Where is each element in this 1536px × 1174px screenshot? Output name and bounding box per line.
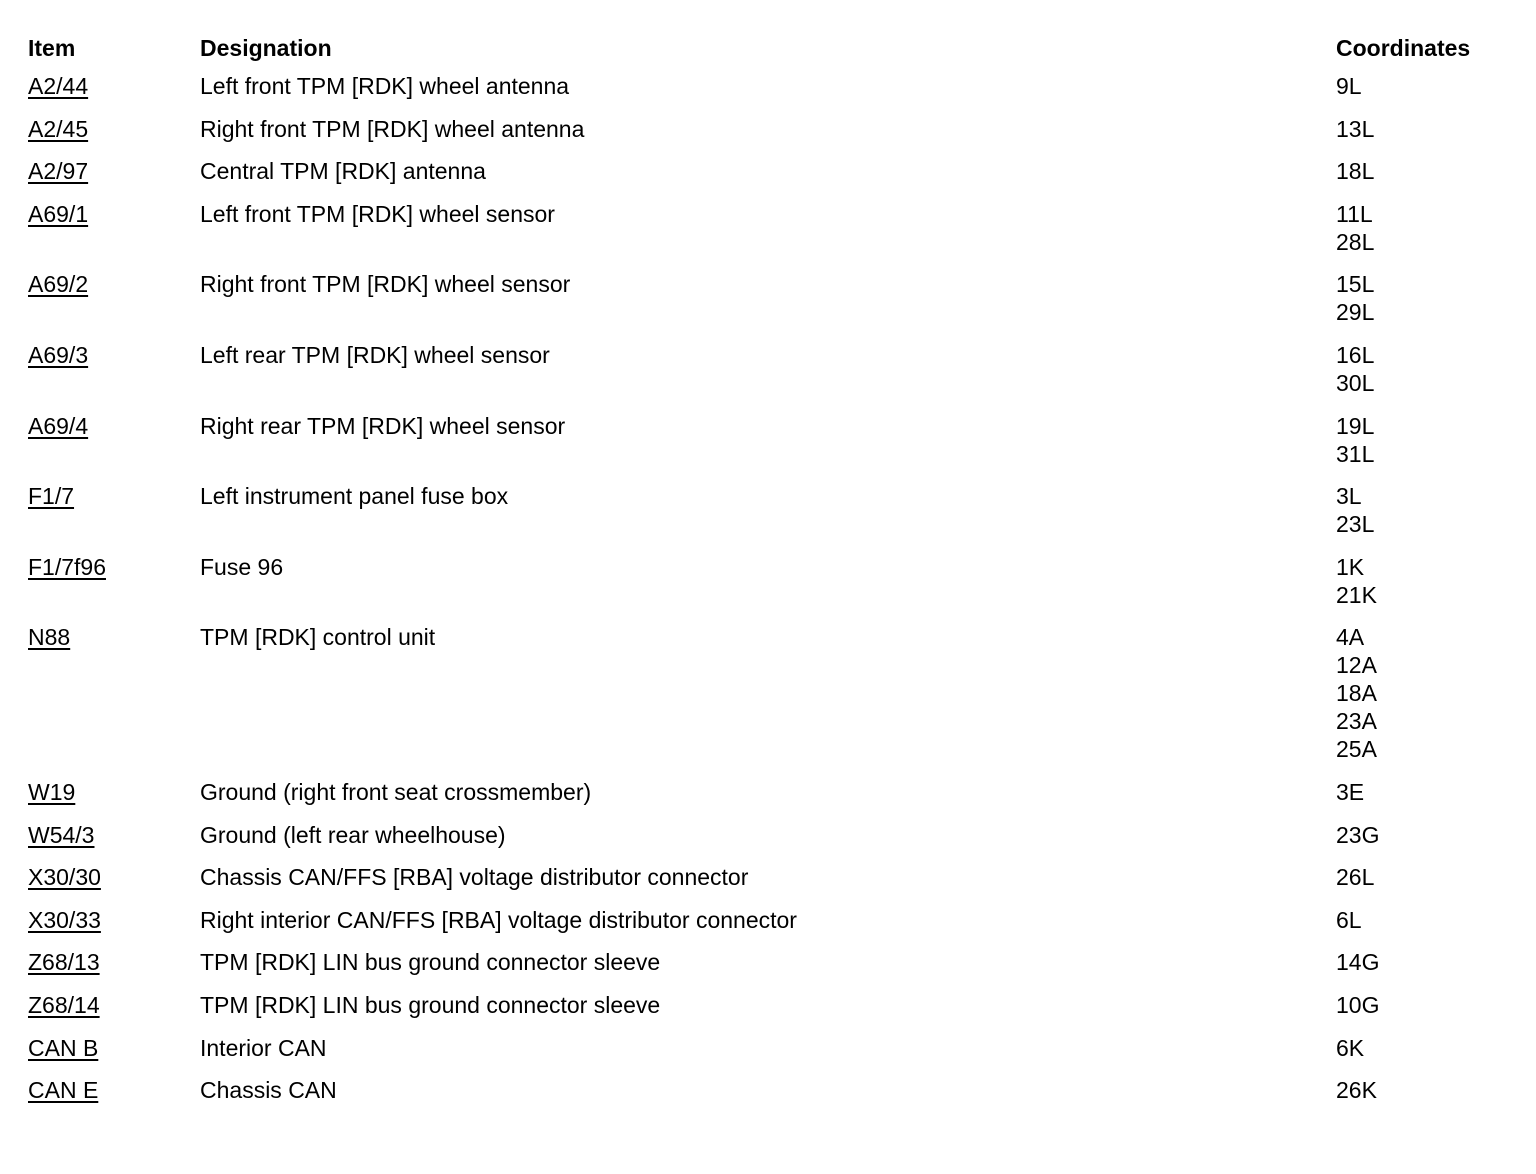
designation-cell: Right rear TPM [RDK] wheel sensor	[200, 412, 566, 439]
coordinate-value: 30L	[1336, 369, 1375, 396]
table-row	[28, 553, 1518, 624]
coordinates-cell	[1336, 482, 1516, 538]
item-cell	[28, 157, 200, 185]
item-cell	[28, 200, 200, 228]
designation-cell: Left rear TPM [RDK] wheel sensor	[200, 341, 550, 368]
coordinate-value: 18A	[1336, 680, 1377, 707]
designation-cell: Central TPM [RDK] antenna	[200, 158, 486, 185]
table-row	[28, 948, 1518, 991]
item-link[interactable]: N88	[28, 624, 71, 651]
designation-cell: TPM [RDK] LIN bus ground connector sleeve	[200, 991, 661, 1018]
coordinates-cell	[1336, 412, 1516, 468]
designation-cell: Right front TPM [RDK] wheel sensor	[200, 271, 571, 298]
item-cell	[28, 1034, 200, 1062]
item-cell	[28, 482, 200, 510]
item-cell	[28, 906, 200, 934]
item-link[interactable]: A69/4	[28, 412, 89, 439]
item-cell	[28, 863, 200, 891]
table-row	[28, 157, 1518, 200]
item-cell	[28, 623, 200, 651]
item-link[interactable]: X30/33	[28, 906, 101, 933]
designation-cell: Left front TPM [RDK] wheel sensor	[200, 200, 555, 227]
item-link[interactable]: A69/1	[28, 200, 89, 227]
designation-cell: TPM [RDK] control unit	[200, 624, 436, 651]
coordinate-value: 13L	[1336, 115, 1375, 142]
coordinate-value: 18L	[1336, 158, 1375, 185]
coordinates-cell	[1336, 991, 1516, 1019]
table-row	[28, 1034, 1518, 1077]
coordinates-cell	[1336, 115, 1516, 143]
table-row	[28, 906, 1518, 949]
table-body	[28, 72, 1518, 1119]
designation-cell: Right interior CAN/FFS [RBA] voltage distributor connector	[200, 906, 797, 933]
coordinate-value: 11L	[1336, 200, 1373, 227]
coordinate-value: 19L	[1336, 412, 1375, 439]
coordinate-value: 23L	[1336, 511, 1375, 538]
item-cell	[28, 948, 200, 976]
coordinates-cell	[1336, 863, 1516, 891]
designation-cell: Chassis CAN/FFS [RBA] voltage distributor connector	[200, 864, 749, 891]
item-cell	[28, 270, 200, 298]
item-link[interactable]: F1/7	[28, 483, 75, 510]
coordinates-cell	[1336, 623, 1516, 763]
coordinate-value: 26L	[1336, 864, 1375, 891]
designation-cell: Right front TPM [RDK] wheel antenna	[200, 115, 585, 142]
item-cell	[28, 991, 200, 1019]
coordinate-value: 28L	[1336, 228, 1375, 255]
item-link[interactable]: A2/97	[28, 158, 89, 185]
header-coordinates: Coordinates	[1336, 35, 1471, 61]
item-cell	[28, 1076, 200, 1104]
designation-cell: Interior CAN	[200, 1034, 327, 1061]
table-row	[28, 341, 1518, 412]
coordinates-cell	[1336, 157, 1516, 185]
designation-cell: Left front TPM [RDK] wheel antenna	[200, 73, 570, 99]
coordinate-value: 9L	[1336, 73, 1362, 99]
coordinate-value: 16L	[1336, 341, 1375, 368]
table-row	[28, 270, 1518, 341]
coordinates-cell	[1336, 906, 1516, 934]
coordinate-value: 14G	[1336, 949, 1380, 976]
coordinates-cell	[1336, 1034, 1516, 1062]
header-item: Item	[28, 35, 76, 61]
item-cell	[28, 821, 200, 849]
table-row	[28, 412, 1518, 483]
coordinate-value: 26K	[1336, 1077, 1377, 1104]
designation-cell: Left instrument panel fuse box	[200, 483, 509, 510]
coordinate-value: 4A	[1336, 624, 1365, 651]
table-row	[28, 821, 1518, 864]
coordinates-cell	[1336, 200, 1516, 256]
coordinate-value: 3L	[1336, 483, 1362, 510]
coordinate-value: 23A	[1336, 708, 1377, 735]
item-link[interactable]: A2/45	[28, 115, 89, 142]
table-header	[28, 30, 1518, 72]
table-row	[28, 72, 1518, 115]
coordinate-value: 3E	[1336, 778, 1365, 805]
component-legend-table	[28, 30, 1518, 1119]
coordinate-value: 10G	[1336, 991, 1380, 1018]
coordinate-value: 6K	[1336, 1034, 1365, 1061]
coordinate-value: 1K	[1336, 553, 1365, 580]
item-cell	[28, 778, 200, 806]
item-cell	[28, 553, 200, 581]
designation-cell: TPM [RDK] LIN bus ground connector sleeve	[200, 949, 661, 976]
item-link[interactable]: X30/30	[28, 864, 101, 891]
coordinates-cell	[1336, 270, 1516, 326]
coordinates-cell	[1336, 778, 1516, 806]
item-link[interactable]: A69/3	[28, 341, 89, 368]
coordinate-value: 29L	[1336, 299, 1375, 326]
coordinates-cell	[1336, 948, 1516, 976]
item-link[interactable]: F1/7f96	[28, 553, 106, 580]
designation-cell: Chassis CAN	[200, 1077, 337, 1104]
coordinate-value: 23G	[1336, 821, 1380, 848]
item-link[interactable]: CAN E	[28, 1077, 99, 1104]
table-row	[28, 623, 1518, 778]
table-row	[28, 200, 1518, 271]
item-link[interactable]: W54/3	[28, 821, 95, 848]
item-link[interactable]: A2/44	[28, 73, 89, 99]
item-link[interactable]: CAN B	[28, 1034, 99, 1061]
coordinate-value: 31L	[1336, 440, 1375, 467]
item-link[interactable]: W19	[28, 778, 76, 805]
table-row	[28, 115, 1518, 158]
table-row	[28, 991, 1518, 1034]
coordinates-cell	[1336, 821, 1516, 849]
item-link[interactable]: Z68/14	[28, 991, 100, 1018]
table-row	[28, 863, 1518, 906]
coordinates-cell	[1336, 553, 1516, 609]
table-row	[28, 1076, 1518, 1119]
header-designation: Designation	[200, 35, 332, 61]
coordinates-cell	[1336, 341, 1516, 397]
coordinates-cell	[1336, 72, 1516, 100]
coordinate-value: 15L	[1336, 271, 1375, 298]
item-link[interactable]: Z68/13	[28, 949, 100, 976]
coordinate-value: 21K	[1336, 581, 1377, 608]
table-row	[28, 778, 1518, 821]
coordinate-value: 6L	[1336, 906, 1362, 933]
item-cell	[28, 72, 200, 100]
designation-cell: Ground (left rear wheelhouse)	[200, 821, 506, 848]
designation-cell: Ground (right front seat crossmember)	[200, 778, 592, 805]
designation-cell: Fuse 96	[200, 553, 284, 580]
table-row	[28, 482, 1518, 553]
item-cell	[28, 115, 200, 143]
item-cell	[28, 412, 200, 440]
item-cell	[28, 341, 200, 369]
coordinate-value: 12A	[1336, 652, 1377, 679]
item-link[interactable]: A69/2	[28, 271, 89, 298]
coordinate-value: 25A	[1336, 736, 1377, 763]
coordinates-cell	[1336, 1076, 1516, 1104]
